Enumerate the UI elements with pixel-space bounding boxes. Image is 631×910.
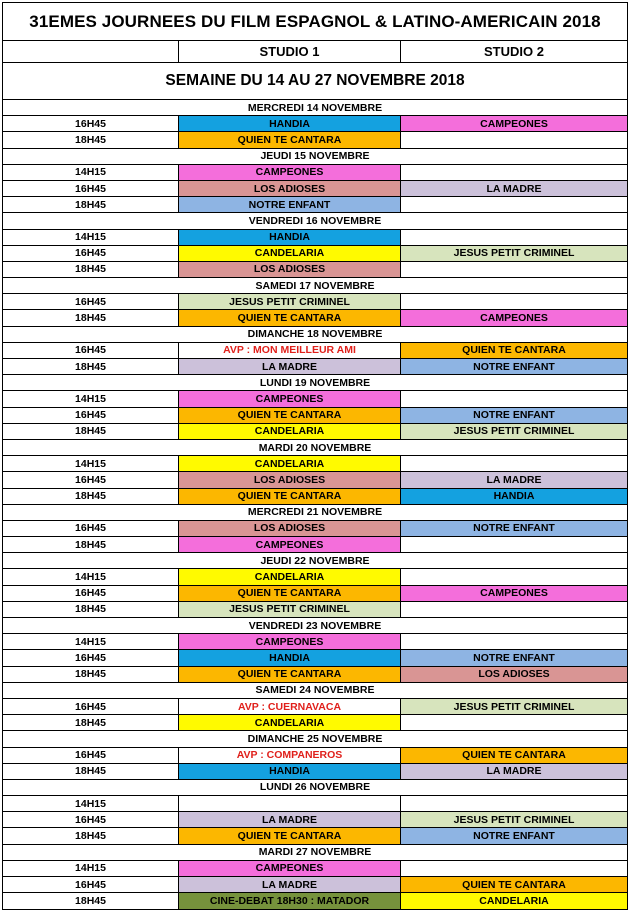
day-row (3, 278, 627, 294)
day-row (3, 375, 627, 391)
studio1-film-candelaria: CANDELARIA (179, 456, 401, 471)
time-cell: 16H45 (3, 699, 179, 714)
studio1-film-handia: HANDIA (179, 116, 401, 131)
week-row (3, 63, 627, 100)
screening-row (3, 521, 627, 537)
screening-row (3, 472, 627, 488)
studio1-film-quien-te-cantara: QUIEN TE CANTARA (179, 586, 401, 601)
time-cell: 14H15 (3, 456, 179, 471)
time-cell: 14H15 (3, 165, 179, 180)
screening-row (3, 230, 627, 246)
time-cell: 18H45 (3, 424, 179, 439)
time-cell: 18H45 (3, 132, 179, 147)
day-label: SAMEDI 24 NOVEMBRE (255, 684, 375, 697)
studio1-film-avp-companeros: AVP : COMPANEROS (179, 748, 401, 763)
time-cell: 16H45 (3, 521, 179, 536)
studio1-film-quien-te-cantara: QUIEN TE CANTARA (179, 132, 401, 147)
studio2-film-jesus-petit-criminel: JESUS PETIT CRIMINEL (401, 246, 627, 261)
screening-row (3, 359, 627, 375)
day-label: LUNDI 26 NOVEMBRE (259, 781, 371, 794)
screening-row (3, 310, 627, 326)
screening-row (3, 197, 627, 213)
time-cell: 14H15 (3, 861, 179, 876)
studio1-film-quien-te-cantara: QUIEN TE CANTARA (179, 408, 401, 423)
time-cell: 16H45 (3, 472, 179, 487)
studio2-film-jesus-petit-criminel: JESUS PETIT CRIMINEL (401, 699, 627, 714)
time-cell: 16H45 (3, 586, 179, 601)
time-cell: 18H45 (3, 667, 179, 682)
screening-row (3, 132, 627, 148)
time-cell: 18H45 (3, 197, 179, 212)
studio1-film-los-adioses: LOS ADIOSES (179, 181, 401, 196)
schedule-table (2, 2, 628, 910)
day-label: MARDI 27 NOVEMBRE (258, 846, 372, 859)
studio2-empty (401, 262, 627, 277)
screening-row (3, 893, 627, 909)
studio2-empty (401, 456, 627, 471)
time-cell: 18H45 (3, 715, 179, 730)
studio2-film-quien-te-cantara: QUIEN TE CANTARA (401, 877, 627, 892)
studio1-film-handia: HANDIA (179, 650, 401, 665)
time-cell: 16H45 (3, 812, 179, 827)
studio2-empty (401, 391, 627, 406)
day-label: LUNDI 19 NOVEMBRE (259, 376, 371, 389)
time-cell: 16H45 (3, 181, 179, 196)
screening-row (3, 586, 627, 602)
studio1-film-los-adioses: LOS ADIOSES (179, 521, 401, 536)
time-cell: 16H45 (3, 116, 179, 131)
studio1-film-campeones: CAMPEONES (179, 165, 401, 180)
screening-row (3, 569, 627, 585)
studio1-film-la-madre: LA MADRE (179, 359, 401, 374)
days-container (3, 100, 627, 909)
screening-row (3, 537, 627, 553)
time-cell: 16H45 (3, 877, 179, 892)
screening-row (3, 343, 627, 359)
time-cell: 18H45 (3, 537, 179, 552)
studio2-film-campeones: CAMPEONES (401, 116, 627, 131)
studio1-film-candelaria: CANDELARIA (179, 569, 401, 584)
time-cell: 14H15 (3, 391, 179, 406)
screening-row (3, 699, 627, 715)
studio2-empty (401, 132, 627, 147)
studio2-film-la-madre: LA MADRE (401, 472, 627, 487)
studio1-film-avp-mon-meilleur-ami: AVP : MON MEILLEUR AMI (179, 343, 401, 358)
studio1-film-quien-te-cantara: QUIEN TE CANTARA (179, 310, 401, 325)
day-row (3, 440, 627, 456)
title-row (3, 3, 627, 41)
time-cell: 18H45 (3, 310, 179, 325)
time-cell: 18H45 (3, 602, 179, 617)
studio1-film-avp-cuernavaca: AVP : CUERNAVACA (179, 699, 401, 714)
studio2-empty (401, 165, 627, 180)
day-label: VENDREDI 23 NOVEMBRE (248, 619, 382, 632)
screening-row (3, 650, 627, 666)
screening-row (3, 634, 627, 650)
studio1-film-campeones: CAMPEONES (179, 391, 401, 406)
time-cell: 16H45 (3, 246, 179, 261)
day-row (3, 683, 627, 699)
screening-row (3, 602, 627, 618)
time-cell: 14H15 (3, 796, 179, 811)
day-row (3, 100, 627, 116)
screening-row (3, 424, 627, 440)
time-cell: 16H45 (3, 294, 179, 309)
studio1-film-los-adioses: LOS ADIOSES (179, 262, 401, 277)
screening-row (3, 456, 627, 472)
time-cell: 18H45 (3, 262, 179, 277)
screening-row (3, 262, 627, 278)
studio2-film-quien-te-cantara: QUIEN TE CANTARA (401, 343, 627, 358)
page-title: 31EMES JOURNEES DU FILM ESPAGNOL & LATINO-AMERICAIN 2018 (29, 11, 601, 31)
studio2-empty (401, 230, 627, 245)
day-row (3, 553, 627, 569)
screening-row (3, 489, 627, 505)
studio2-film-notre-enfant: NOTRE ENFANT (401, 828, 627, 843)
time-cell: 14H15 (3, 569, 179, 584)
studio2-empty (401, 294, 627, 309)
studio1-film-handia: HANDIA (179, 764, 401, 779)
header-studio1: STUDIO 1 (179, 41, 401, 62)
week-title: SEMAINE DU 14 AU 27 NOVEMBRE 2018 (165, 72, 465, 89)
studio1-film-candelaria: CANDELARIA (179, 246, 401, 261)
studio2-film-quien-te-cantara: QUIEN TE CANTARA (401, 748, 627, 763)
time-cell: 14H15 (3, 230, 179, 245)
studio2-empty (401, 861, 627, 876)
time-cell: 16H45 (3, 343, 179, 358)
day-row (3, 780, 627, 796)
studio1-film-campeones: CAMPEONES (179, 861, 401, 876)
studio2-empty (401, 634, 627, 649)
studio2-empty (401, 602, 627, 617)
screening-row (3, 246, 627, 262)
day-label: DIMANCHE 18 NOVEMBRE (247, 328, 383, 341)
time-cell: 16H45 (3, 650, 179, 665)
screening-row (3, 667, 627, 683)
day-label: JEUDI 22 NOVEMBRE (260, 554, 370, 567)
studio1-film-cine-debat-18h30-matador: CINE-DEBAT 18H30 : MATADOR (179, 893, 401, 909)
studio1-film-notre-enfant: NOTRE ENFANT (179, 197, 401, 212)
time-cell: 18H45 (3, 764, 179, 779)
screening-row (3, 828, 627, 844)
day-row (3, 618, 627, 634)
studio1-film-quien-te-cantara: QUIEN TE CANTARA (179, 667, 401, 682)
day-label: MERCREDI 21 NOVEMBRE (247, 506, 383, 519)
studio2-film-notre-enfant: NOTRE ENFANT (401, 359, 627, 374)
screening-row (3, 715, 627, 731)
day-label: MARDI 20 NOVEMBRE (258, 441, 372, 454)
studio2-empty (401, 715, 627, 730)
time-cell: 18H45 (3, 893, 179, 909)
studio2-film-campeones: CAMPEONES (401, 310, 627, 325)
day-row (3, 505, 627, 521)
day-row (3, 327, 627, 343)
studio2-film-campeones: CAMPEONES (401, 586, 627, 601)
time-cell: 18H45 (3, 359, 179, 374)
time-cell: 18H45 (3, 828, 179, 843)
studio1-film-la-madre: LA MADRE (179, 812, 401, 827)
screening-row (3, 812, 627, 828)
screening-row (3, 165, 627, 181)
studio2-film-la-madre: LA MADRE (401, 764, 627, 779)
time-cell: 16H45 (3, 748, 179, 763)
header-studio2: STUDIO 2 (484, 44, 544, 59)
screening-row (3, 877, 627, 893)
day-label: VENDREDI 16 NOVEMBRE (248, 214, 382, 227)
studio1-film-la-madre: LA MADRE (179, 877, 401, 892)
studio1-film-campeones: CAMPEONES (179, 537, 401, 552)
studio2-empty (401, 197, 627, 212)
studio2-film-notre-enfant: NOTRE ENFANT (401, 650, 627, 665)
studio1-film-los-adioses: LOS ADIOSES (179, 472, 401, 487)
studio1-film-quien-te-cantara: QUIEN TE CANTARA (179, 489, 401, 504)
screening-row (3, 116, 627, 132)
screening-row (3, 181, 627, 197)
screening-row (3, 294, 627, 310)
studio1-film-jesus-petit-criminel: JESUS PETIT CRIMINEL (179, 294, 401, 309)
studio1-film-candelaria: CANDELARIA (179, 715, 401, 730)
studio1-film-quien-te-cantara: QUIEN TE CANTARA (179, 828, 401, 843)
studio2-film-jesus-petit-criminel: JESUS PETIT CRIMINEL (401, 424, 627, 439)
studio2-empty (401, 569, 627, 584)
studio2-film-handia: HANDIA (401, 489, 627, 504)
studio2-film-los-adioses: LOS ADIOSES (401, 667, 627, 682)
day-row (3, 731, 627, 747)
day-label: MERCREDI 14 NOVEMBRE (247, 101, 383, 114)
studio2-film-la-madre: LA MADRE (401, 181, 627, 196)
screening-row (3, 796, 627, 812)
day-label: JEUDI 15 NOVEMBRE (260, 150, 370, 163)
header-row (3, 41, 627, 63)
screening-row (3, 748, 627, 764)
time-cell: 14H15 (3, 634, 179, 649)
studio2-film-candelaria: CANDELARIA (401, 893, 627, 909)
day-row (3, 213, 627, 229)
screening-row (3, 861, 627, 877)
studio1-film-handia: HANDIA (179, 230, 401, 245)
studio2-empty (401, 537, 627, 552)
studio2-empty (401, 796, 627, 811)
time-cell: 16H45 (3, 408, 179, 423)
studio1-film-campeones: CAMPEONES (179, 634, 401, 649)
studio2-film-notre-enfant: NOTRE ENFANT (401, 521, 627, 536)
studio1-film-candelaria: CANDELARIA (179, 424, 401, 439)
day-label: SAMEDI 17 NOVEMBRE (255, 279, 375, 292)
screening-row (3, 408, 627, 424)
screening-row (3, 391, 627, 407)
studio2-film-notre-enfant: NOTRE ENFANT (401, 408, 627, 423)
studio2-film-jesus-petit-criminel: JESUS PETIT CRIMINEL (401, 812, 627, 827)
day-row (3, 845, 627, 861)
studio1-film-jesus-petit-criminel: JESUS PETIT CRIMINEL (179, 602, 401, 617)
time-cell: 18H45 (3, 489, 179, 504)
day-row (3, 149, 627, 165)
studio1-empty (179, 796, 401, 811)
day-label: DIMANCHE 25 NOVEMBRE (247, 732, 383, 745)
header-time (3, 41, 179, 62)
screening-row (3, 764, 627, 780)
